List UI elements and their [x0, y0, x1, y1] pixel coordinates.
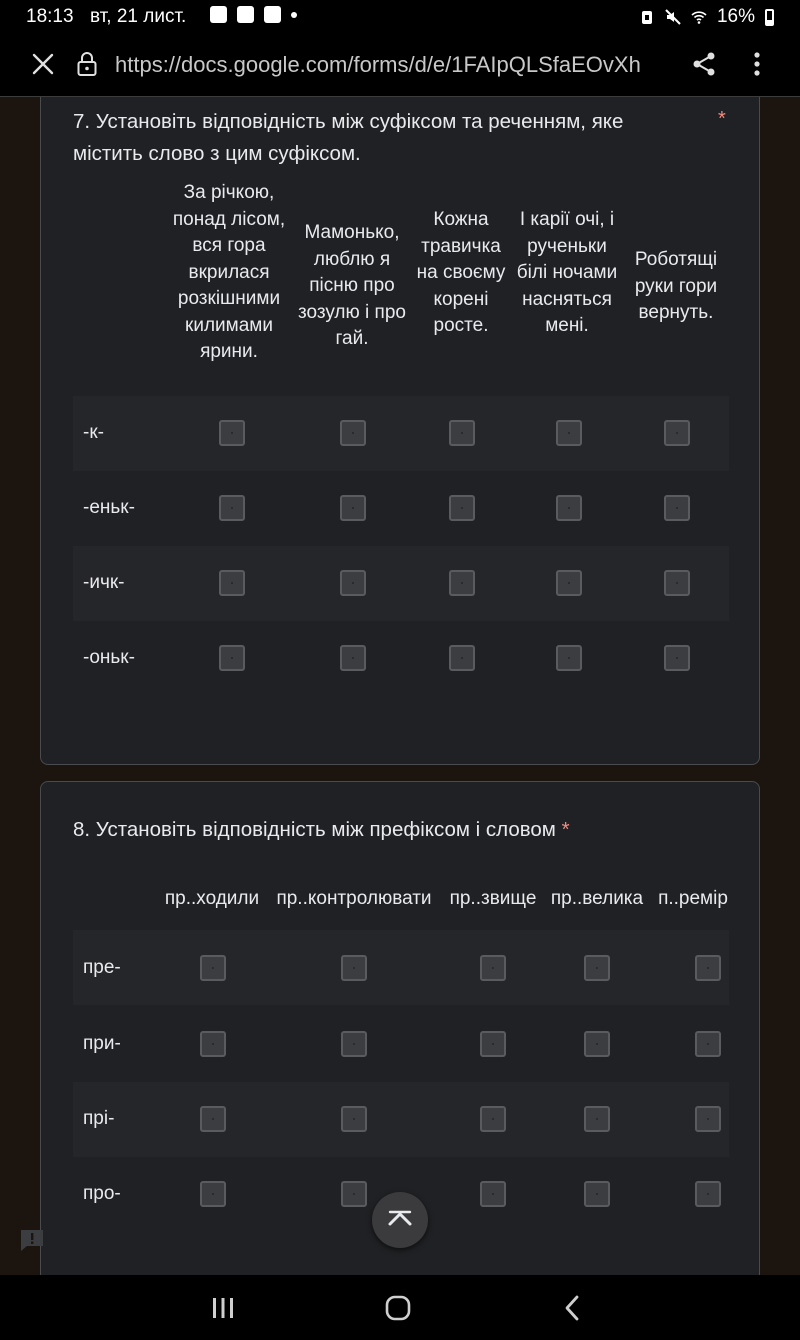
q7-checkbox[interactable]	[219, 420, 245, 446]
q8-checkbox[interactable]	[480, 1181, 506, 1207]
q7-row-label: -к-	[83, 422, 104, 443]
q7-column-header: Кожна травичка на своєму корені росте.	[416, 209, 506, 336]
system-nav-bar	[0, 1275, 800, 1340]
q8-checkbox[interactable]	[200, 955, 226, 981]
q8-column-header: п..ремір	[658, 888, 728, 909]
q8-checkbox[interactable]	[695, 955, 721, 981]
question-8-title	[73, 814, 713, 846]
feedback-icon[interactable]	[18, 1226, 46, 1254]
q7-checkbox[interactable]	[664, 495, 690, 521]
q8-row-label: про-	[83, 1183, 121, 1204]
q7-row	[73, 396, 729, 471]
notification-icons	[210, 6, 297, 23]
question-7-card	[40, 97, 760, 765]
q8-checkbox[interactable]	[480, 1106, 506, 1132]
wifi-icon	[691, 9, 707, 25]
q7-checkbox[interactable]	[340, 645, 366, 671]
q8-row	[73, 1082, 729, 1157]
q8-row-label: пре-	[83, 957, 121, 978]
q7-checkbox[interactable]	[449, 645, 475, 671]
question-7-title: 7. Установіть відповідність між суфіксом та реченням, яке містить слово з цим суфіксом.	[73, 110, 624, 165]
q7-checkbox[interactable]	[664, 570, 690, 596]
lock-icon[interactable]	[76, 51, 98, 77]
share-icon[interactable]	[690, 50, 718, 78]
q8-checkbox[interactable]	[341, 1031, 367, 1057]
battery-icon	[765, 9, 774, 26]
gallery-icon	[210, 6, 227, 23]
q7-row-label: -оньк-	[83, 647, 135, 668]
q8-checkbox[interactable]	[200, 1106, 226, 1132]
camera-icon	[237, 6, 254, 23]
alarm-icon	[639, 9, 655, 25]
q7-checkbox[interactable]	[556, 570, 582, 596]
q8-checkbox[interactable]	[584, 1181, 610, 1207]
question-8-title-text: 8. Установіть відповідність між префіксом і словом	[73, 818, 556, 841]
mute-icon	[665, 9, 681, 25]
q8-column-header: пр..ходили	[164, 888, 260, 909]
q8-checkbox[interactable]	[200, 1031, 226, 1057]
back-icon[interactable]	[558, 1293, 588, 1323]
scroll-to-top-button[interactable]	[372, 1192, 428, 1248]
q8-checkbox[interactable]	[584, 955, 610, 981]
q8-column-header: пр..контролювати	[276, 888, 432, 909]
browser-toolbar	[0, 34, 800, 97]
q8-column-header: пр..звище	[449, 888, 537, 909]
battery-percent: 16%	[716, 6, 755, 27]
q8-row-label: при-	[83, 1033, 121, 1054]
q8-checkbox[interactable]	[584, 1031, 610, 1057]
more-options-icon[interactable]	[745, 50, 769, 78]
status-bar	[0, 0, 800, 34]
form-content[interactable]	[0, 97, 800, 1275]
q8-checkbox[interactable]	[584, 1106, 610, 1132]
system-icons	[639, 6, 774, 28]
q8-checkbox[interactable]	[695, 1031, 721, 1057]
q7-checkbox[interactable]	[556, 495, 582, 521]
q7-row-label: -еньк-	[83, 497, 135, 518]
required-marker: *	[718, 108, 726, 130]
q7-checkbox[interactable]	[556, 420, 582, 446]
q7-checkbox[interactable]	[449, 570, 475, 596]
q7-checkbox[interactable]	[219, 645, 245, 671]
q8-checkbox[interactable]	[341, 1106, 367, 1132]
q8-checkbox[interactable]	[695, 1181, 721, 1207]
required-marker: *	[561, 818, 570, 841]
q8-row	[73, 930, 729, 1005]
q7-row	[73, 546, 729, 621]
close-icon[interactable]	[28, 49, 58, 79]
q7-column-header: За річкою, понад лісом, вся гора вкрилася розкішними килимами ярини.	[172, 182, 286, 362]
q8-row-label: прі-	[83, 1108, 115, 1129]
shopping-bag-icon	[264, 6, 281, 23]
q8-checkbox[interactable]	[341, 955, 367, 981]
q7-checkbox[interactable]	[340, 570, 366, 596]
q7-column-header: Мамонько, люблю я пісню про зозулю і про гай.	[298, 222, 406, 349]
url-field[interactable]: https://docs.google.com/forms/d/e/1FAIpQLSfaEOvXh	[115, 52, 641, 77]
q7-checkbox[interactable]	[219, 570, 245, 596]
chevron-up-icon	[372, 1192, 428, 1248]
q7-column-header: Роботящі руки гори вернуть.	[634, 249, 718, 323]
status-date: вт, 21 лист.	[90, 6, 187, 27]
q8-checkbox[interactable]	[480, 1031, 506, 1057]
q7-checkbox[interactable]	[340, 495, 366, 521]
q8-checkbox[interactable]	[341, 1181, 367, 1207]
home-icon[interactable]	[383, 1293, 413, 1323]
status-time: 18:13	[26, 6, 74, 27]
q7-checkbox[interactable]	[664, 420, 690, 446]
more-notifications-icon	[291, 12, 297, 18]
q8-column-header: пр..велика	[550, 888, 644, 909]
q7-checkbox[interactable]	[449, 495, 475, 521]
q7-checkbox[interactable]	[556, 645, 582, 671]
q8-checkbox[interactable]	[480, 955, 506, 981]
q8-checkbox[interactable]	[695, 1106, 721, 1132]
recent-apps-icon[interactable]	[208, 1293, 238, 1323]
q7-column-header: І карії очі, і рученьки білі ночами насняться мені.	[516, 209, 618, 336]
q7-checkbox[interactable]	[340, 420, 366, 446]
q7-checkbox[interactable]	[664, 645, 690, 671]
q8-checkbox[interactable]	[200, 1181, 226, 1207]
q7-checkbox[interactable]	[219, 495, 245, 521]
q7-checkbox[interactable]	[449, 420, 475, 446]
q7-row-label: -ичк-	[83, 572, 125, 593]
